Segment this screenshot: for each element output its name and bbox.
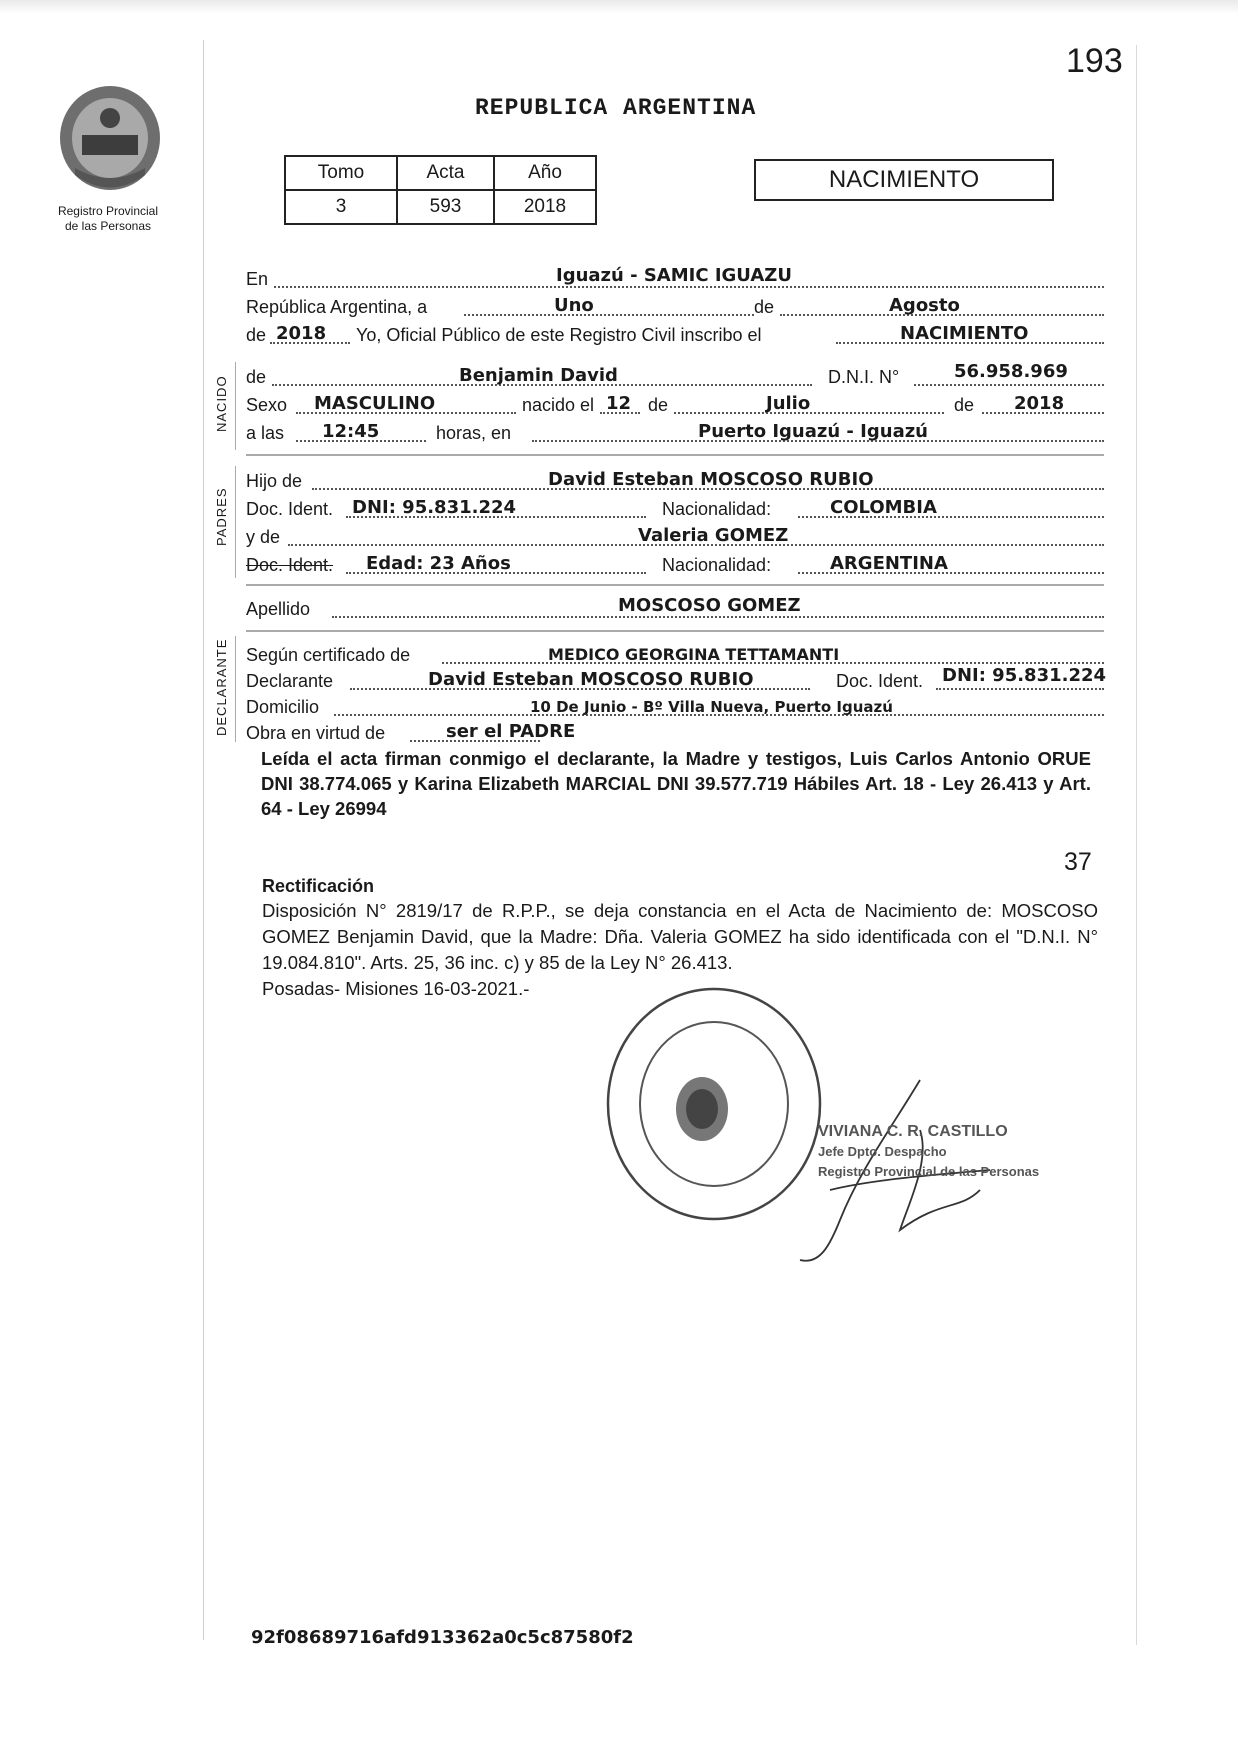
value-anio-nac: 2018 — [1014, 393, 1065, 414]
header-tomo: Tomo — [285, 156, 397, 190]
document-hash: 92f08689716afd913362a0c5c87580f2 — [251, 1627, 634, 1648]
side-label-padres: PADRES — [214, 487, 229, 546]
value-nombre: Benjamin David — [459, 365, 618, 386]
rectification-number: 37 — [1064, 848, 1092, 876]
rectification-place-date: Posadas- Misiones 16-03-2021.- — [262, 978, 530, 999]
section-separator — [246, 454, 1104, 456]
row-domicilio — [246, 696, 1104, 720]
label-dni: D.N.I. N° — [828, 367, 900, 387]
signatory-office: Registro Provincial de las Personas — [818, 1164, 1040, 1179]
row-padre — [246, 470, 1104, 494]
value-obra: ser el PADRE — [446, 721, 576, 742]
label-horas-en: horas, en — [436, 423, 512, 443]
label-a-las: a las — [246, 423, 285, 443]
dotted-line — [914, 384, 1104, 386]
label-hijo-de: Hijo de — [246, 471, 303, 491]
label-segun: Según certificado de — [246, 645, 411, 665]
label-domicilio: Domicilio — [246, 697, 320, 717]
row-fecha — [246, 296, 1104, 320]
value-dni: 56.958.969 — [954, 361, 1068, 382]
value-tomo: 3 — [285, 190, 397, 224]
value-mes-nac: Julio — [766, 393, 811, 414]
row-madre-doc — [246, 554, 1104, 578]
label-obra: Obra en virtud de — [246, 723, 386, 743]
label-en: En — [246, 269, 269, 289]
row-apellido — [246, 595, 1104, 622]
label-yo: Yo, Oficial Público de este Registro Civil inscribo el — [356, 325, 762, 345]
dotted-line — [274, 286, 1104, 288]
label-de-name: de — [246, 367, 267, 387]
value-lugar: Iguazú - SAMIC IGUAZU — [556, 265, 792, 286]
label-nacionalidad: Nacionalidad: — [662, 499, 772, 519]
value-anio: 2018 — [276, 323, 327, 344]
page-number: 193 — [1066, 42, 1123, 80]
value-domicilio: 10 De Junio - Bº Villa Nueva, Puerto Iguazú — [530, 698, 893, 716]
label-nacionalidad-2: Nacionalidad: — [662, 555, 772, 575]
header-acta: Acta — [397, 156, 494, 190]
misiones-coat-of-arms-logo — [55, 80, 165, 195]
value-dia-nac: 12 — [606, 393, 632, 414]
value-dia: Uno — [554, 295, 594, 316]
row-hora — [246, 422, 1104, 446]
row-anio — [246, 324, 1104, 348]
row-padre-doc — [246, 498, 1104, 522]
value-declarante-doc: DNI: 95.831.224 — [942, 665, 1107, 686]
record-table — [284, 155, 597, 225]
label-sexo: Sexo — [246, 395, 288, 415]
section-separator — [246, 630, 1104, 632]
signatory-name: VIVIANA C. R. CASTILLO — [818, 1123, 1008, 1140]
margin-line-right — [1136, 45, 1137, 1645]
scan-edge — [0, 0, 1238, 14]
label-de-month: de — [648, 395, 669, 415]
registry-caption — [38, 204, 178, 234]
value-sexo: MASCULINO — [314, 393, 436, 414]
section-separator — [246, 584, 1104, 586]
dotted-line — [332, 616, 1104, 618]
row-madre — [246, 526, 1104, 550]
label-de-year: de — [246, 325, 267, 345]
row-nombre — [246, 361, 1104, 390]
record-table-value-row — [285, 190, 596, 224]
label-doc-ident: Doc. Ident. — [246, 499, 334, 519]
value-acto: NACIMIENTO — [900, 323, 1029, 344]
section-line-nacido — [235, 362, 236, 450]
header-anio: Año — [494, 156, 596, 190]
row-declarante — [246, 665, 1107, 694]
row-obra — [246, 722, 1104, 746]
section-line-padres — [235, 466, 236, 578]
label-declarante: Declarante — [246, 671, 334, 691]
value-apellido: MOSCOSO GOMEZ — [618, 595, 801, 616]
value-anio: 2018 — [494, 190, 596, 224]
value-mes: Agosto — [889, 295, 960, 316]
label-y-de: y de — [246, 527, 281, 547]
value-padre: David Esteban MOSCOSO RUBIO — [548, 469, 874, 490]
label-doc-ident-3: Doc. Ident. — [836, 671, 924, 691]
registry-caption-line2: de las Personas — [64, 219, 152, 233]
document-title: REPUBLICA ARGENTINA — [475, 95, 757, 121]
registry-caption-line1: Registro Provincial — [57, 204, 159, 218]
row-en — [246, 265, 1104, 292]
value-declarante: David Esteban MOSCOSO RUBIO — [428, 669, 754, 690]
label-republica: República Argentina, a — [246, 297, 428, 317]
section-line-declarante — [235, 636, 236, 742]
value-acta: 593 — [397, 190, 494, 224]
row-sexo — [246, 394, 1104, 418]
dotted-line — [464, 314, 754, 316]
closing-paragraph: Leída el acta firman conmigo el declarante, la Madre y testigos, Luis Carlos Antonio ORUE DNI 38.774.065 y Karina Elizabeth MARCIAL DNI 39.577.719 Hábiles Art. 18 - Ley 26.413 y Art. 64 - Ley 26994 — [261, 748, 1091, 819]
side-label-nacido: NACIDO — [214, 375, 229, 432]
rectification-heading: Rectificación — [262, 876, 375, 896]
signatory-block — [818, 1122, 1039, 1182]
label-de: de — [754, 297, 775, 317]
record-table-header-row — [285, 156, 596, 190]
value-certificado: MEDICO GEORGINA TETTAMANTI — [548, 645, 840, 664]
value-lugar-nac: Puerto Iguazú - Iguazú — [698, 421, 929, 442]
record-type-box: NACIMIENTO — [754, 159, 1054, 201]
side-label-declarante: DECLARANTE — [214, 638, 229, 736]
value-padre-nac: COLOMBIA — [830, 497, 937, 518]
value-madre: Valeria GOMEZ — [638, 525, 789, 546]
value-madre-doc: Edad: 23 Años — [366, 553, 511, 574]
signatory-position: Jefe Dpto. Despacho — [818, 1144, 947, 1159]
rectification-body: Disposición N° 2819/17 de R.P.P., se deja constancia en el Acta de Nacimiento de: MOSCOSO GOMEZ Benjamin David, que la Madre: Dña. Valeria GOMEZ ha sido identificada con el "D.N.I. N° 19.084.810". Arts. 25, 36 inc. c) y 85 de la Ley N° 26.413. — [262, 900, 1098, 973]
value-padre-doc: DNI: 95.831.224 — [352, 497, 517, 518]
value-madre-nac: ARGENTINA — [830, 553, 948, 574]
label-de-birth-year: de — [954, 395, 975, 415]
label-nacido-el: nacido el — [522, 395, 595, 415]
label-doc-ident-2: Doc. Ident. — [246, 555, 334, 575]
label-apellido: Apellido — [246, 599, 311, 619]
dotted-line — [936, 688, 1104, 690]
margin-line-left — [203, 40, 204, 1640]
value-hora: 12:45 — [322, 421, 380, 442]
